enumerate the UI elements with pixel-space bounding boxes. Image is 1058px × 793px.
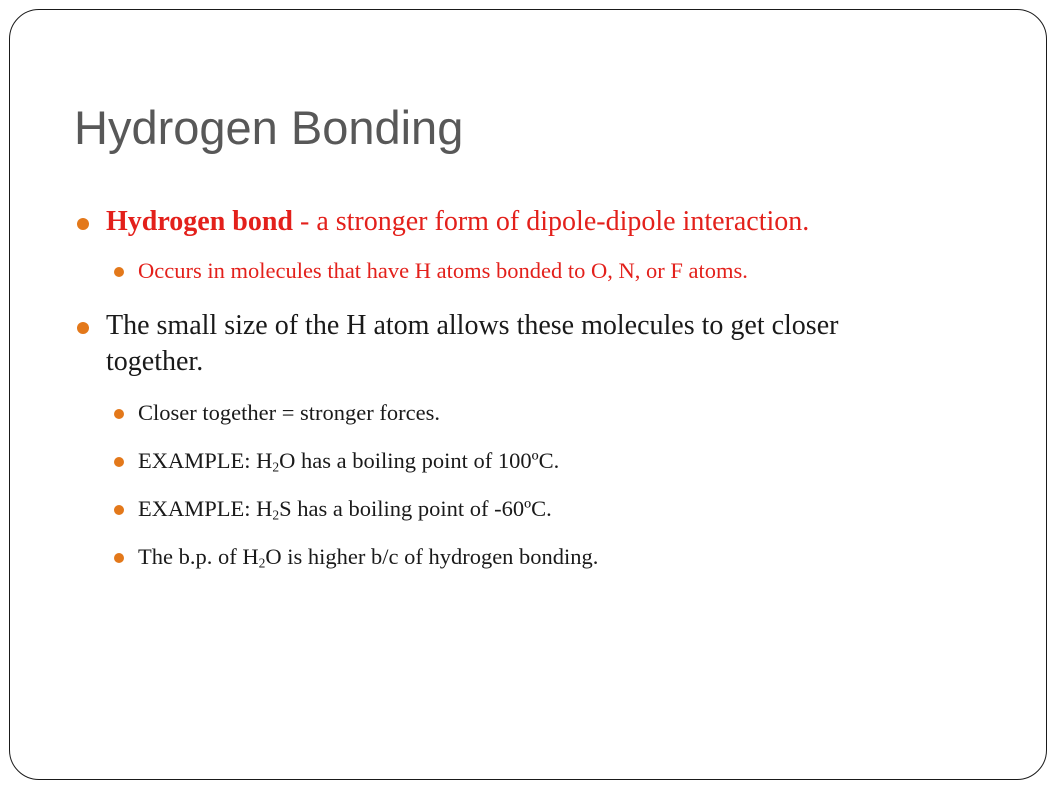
- example-prefix: EXAMPLE: H: [138, 496, 273, 521]
- sub-bullet-text: Occurs in molecules that have H atoms bonded to O, N, or F atoms.: [138, 258, 748, 283]
- bp-suffix: O is higher b/c of hydrogen bonding.: [265, 544, 599, 569]
- bullet-dot-icon: [114, 267, 124, 277]
- bullet-dot-icon: [114, 553, 124, 563]
- sub-bullet-closer-together: [74, 398, 974, 428]
- sub-bullet-occurs: [74, 256, 974, 286]
- bullet-dot-icon: [114, 457, 124, 467]
- bullet-dot-icon: [114, 409, 124, 419]
- sub-bullet-boiling-point: [74, 542, 974, 572]
- slide-content: [74, 204, 974, 572]
- slide-title: Hydrogen Bonding: [74, 101, 464, 154]
- bullet-dot-icon: [77, 218, 89, 230]
- slide-frame: [9, 9, 1047, 780]
- bp-prefix: The b.p. of H: [138, 544, 259, 569]
- sub-bullet-example-water: [74, 446, 974, 476]
- term-hydrogen-bond: Hydrogen bond: [106, 206, 293, 237]
- subscript: 2: [272, 459, 280, 475]
- example-prefix: EXAMPLE: H: [138, 448, 273, 473]
- subscript: 2: [272, 507, 280, 523]
- bullet-hydrogen-bond-definition: [74, 204, 916, 240]
- bullet-small-size: [74, 308, 916, 380]
- example-suffix: S has a boiling point of -60ºC.: [279, 496, 552, 521]
- example-suffix: O has a boiling point of 100ºC.: [279, 448, 560, 473]
- sub-bullet-example-h2s: [74, 494, 974, 524]
- subscript: 2: [258, 555, 266, 571]
- sub-bullet-text: Closer together = stronger forces.: [138, 400, 440, 425]
- definition-text: - a stronger form of dipole-dipole interaction.: [293, 206, 810, 237]
- bullet-dot-icon: [114, 505, 124, 515]
- bullet-text: The small size of the H atom allows these molecules to get closer together.: [106, 310, 839, 377]
- bullet-dot-icon: [77, 322, 89, 334]
